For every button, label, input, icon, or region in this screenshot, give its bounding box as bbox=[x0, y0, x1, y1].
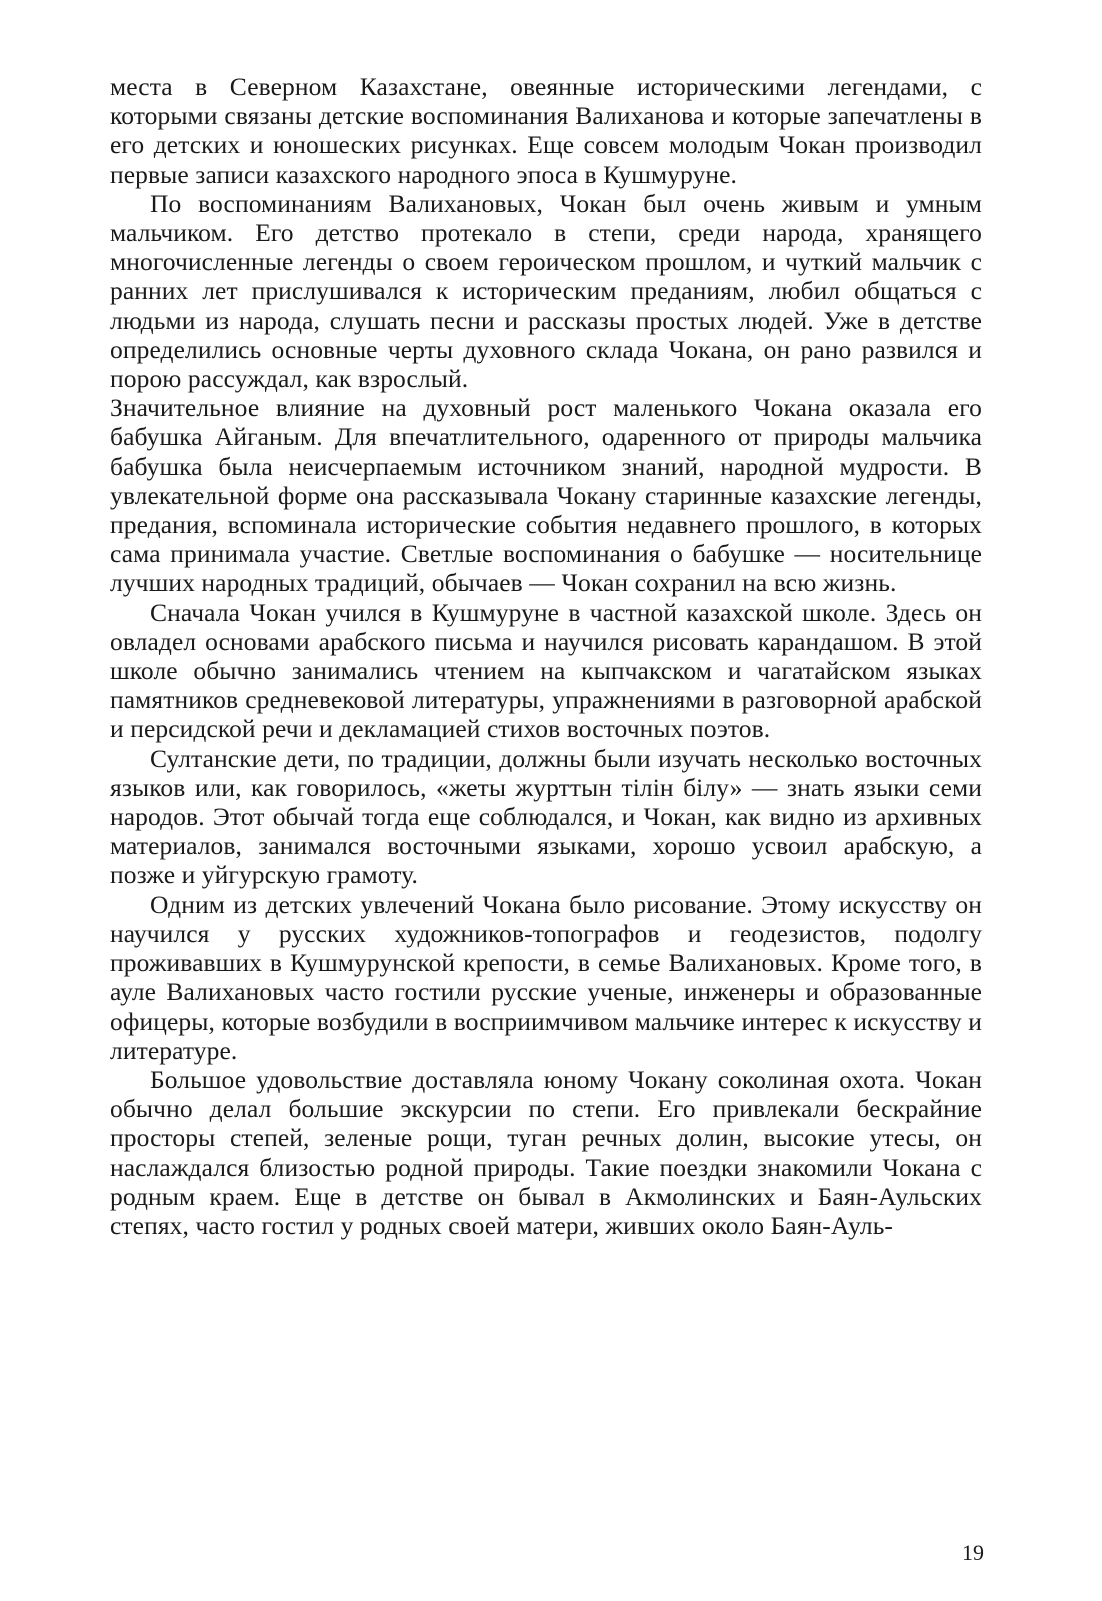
paragraph-7: Большое удовольствие доставляла юному Чокану соколиная охота. Чокан обычно делал большие экскурсии по степи. Его привлекали бескрайние просторы степей, зеленые рощи, туган речных долин, высокие утесы, он наслаждался близостью родной природы. Такие поездки знакомили Чокана с родным краем. Еще в детстве он бывал в Акмолинских и Баян-Аульских степях, часто гостил у родных своей матери, живших около Баян-Ауль- bbox=[110, 1064, 982, 1240]
page-number: 19 bbox=[962, 1540, 984, 1565]
paragraph-3: Значительное влияние на духовный рост маленького Чокана оказала его бабушка Айганым. Для впечатлительного, одаренного от природы мальчика бабушка была неисчерпаемым источником знаний, народной мудрости. В увлекательной форме она рассказывала Чокану старинные казахские легенды, предания, вспоминала исторические события недавнего прошлого, в которых сама принимала участие. Светлые воспоминания о бабушке — носительнице лучших народных традиций, обычаев — Чокан сохранил на всю жизнь. bbox=[110, 393, 982, 598]
paragraph-1: места в Северном Казахстане, овеянные историческими легендами, с которыми связаны детские воспоминания Валиханова и которые запечатлены в его детских и юношеских рисунках. Еще совсем молодым Чокан производил первые записи казахского народного эпоса в Кушмуруне. bbox=[110, 72, 982, 189]
paragraph-6: Одним из детских увлечений Чокана было рисование. Этому искусству он научился у русских художников-топографов и геодезистов, подолгу проживавших в Кушмурунской крепости, в семье Валихановых. Кроме того, в ауле Валихановых часто гостили русские ученые, инженеры и образованные офицеры, которые возбудили в восприимчивом мальчике интерес к искусству и литературе. bbox=[110, 889, 982, 1065]
paragraph-5: Султанские дети, по традиции, должны были изучать несколько восточных языков или, как говорилось, «жеты журттын тiлiн бiлу» — знать языки семи народов. Этот обычай тогда еще соблюдался, и Чокан, как видно из архивных материалов, занимался восточными языками, хорошо усвоил арабскую, а позже и уйгурскую грамоту. bbox=[110, 743, 982, 890]
paragraph-2: По воспоминаниям Валихановых, Чокан был очень живым и умным мальчиком. Его детство протекало в степи, среди народа, хранящего многочисленные легенды о своем героическом прошлом, и чуткий мальчик с ранних лет прислушивался к историческим преданиям, любил общаться с людьми из народа, слушать песни и рассказы простых людей. Уже в детстве определились основные черты духовного склада Чокана, он рано развился и порою рассуждал, как взрослый. bbox=[110, 188, 982, 394]
page-body bbox=[110, 72, 982, 1240]
paragraph-4: Сначала Чокан учился в Кушмуруне в частной казахской школе. Здесь он овладел основами арабского письма и научился рисовать карандашом. В этой школе обычно занимались чтением на кыпчакском и чагатайском языках памятников средневековой литературы, упражнениями в разговорной арабской и персидской речи и декламацией стихов восточных поэтов. bbox=[110, 597, 982, 744]
